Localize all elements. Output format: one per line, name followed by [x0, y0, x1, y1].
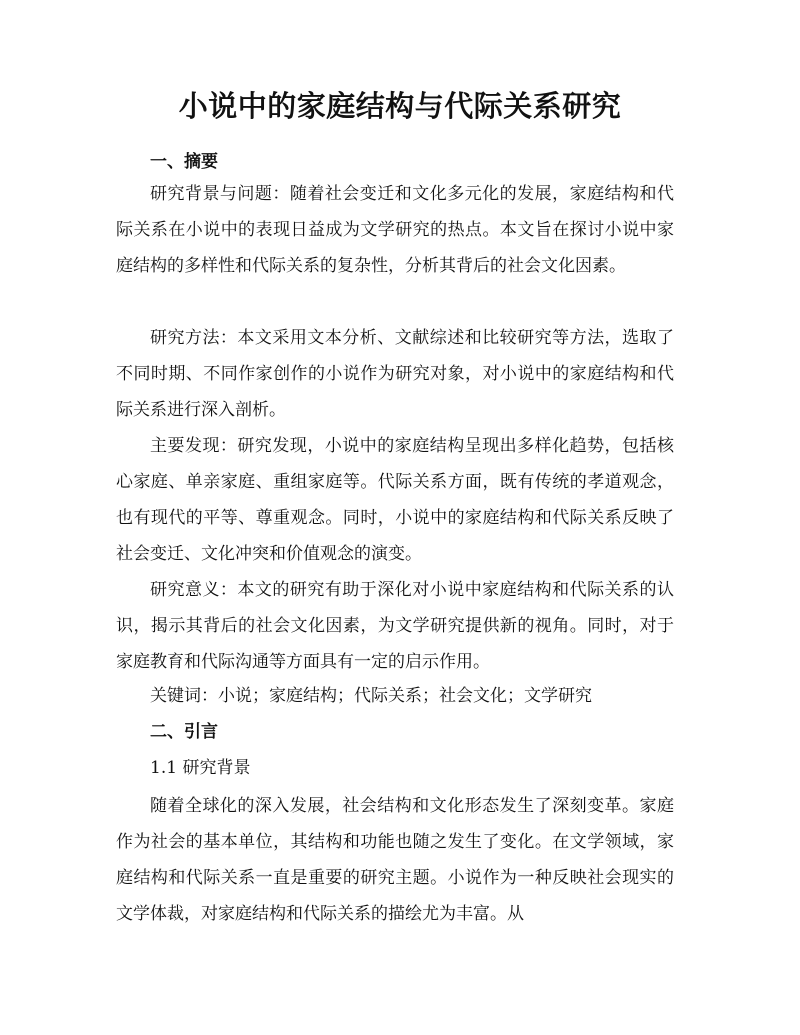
subsection-heading: 1.1 研究背景 [150, 758, 251, 778]
document-title: 小说中的家庭结构与代际关系研究 [178, 89, 622, 123]
significance-paragraph: 研究意义：本文的研究有助于深化对小说中家庭结构和代际关系的认识，揭示其背后的社会文化因素，为文学研究提供新的视角。同时，对于家庭教育和代际沟通等方面具有一定的启示作用。 [116, 580, 674, 672]
intro-heading: 二、引言 [150, 722, 218, 742]
method-paragraph: 研究方法：本文采用文本分析、文献综述和比较研究等方法，选取了不同时期、不同作家创作的小说作为研究对象，对小说中的家庭结构和代际关系进行深入剖析。 [116, 328, 674, 420]
background-paragraph: 研究背景与问题：随着社会变迁和文化多元化的发展，家庭结构和代际关系在小说中的表现日益成为文学研究的热点。本文旨在探讨小说中家庭结构的多样性和代际关系的复杂性，分析其背后的社会文化因素。 [116, 184, 674, 276]
abstract-heading: 一、摘要 [150, 152, 218, 172]
findings-paragraph: 主要发现：研究发现，小说中的家庭结构呈现出多样化趋势，包括核心家庭、单亲家庭、重组家庭等。代际关系方面，既有传统的孝道观念，也有现代的平等、尊重观念。同时，小说中的家庭结构和代际关系反映了社会变迁、文化冲突和价值观念的演变。 [116, 436, 674, 564]
intro-paragraph: 随着全球化的深入发展，社会结构和文化形态发生了深刻变革。家庭作为社会的基本单位，其结构和功能也随之发生了变化。在文学领域，家庭结构和代际关系一直是重要的研究主题。小说作为一种反映社会现实的文学体裁，对家庭结构和代际关系的描绘尤为丰富。从 [116, 796, 674, 924]
keywords-line: 关键词：小说；家庭结构；代际关系；社会文化；文学研究 [150, 686, 592, 706]
